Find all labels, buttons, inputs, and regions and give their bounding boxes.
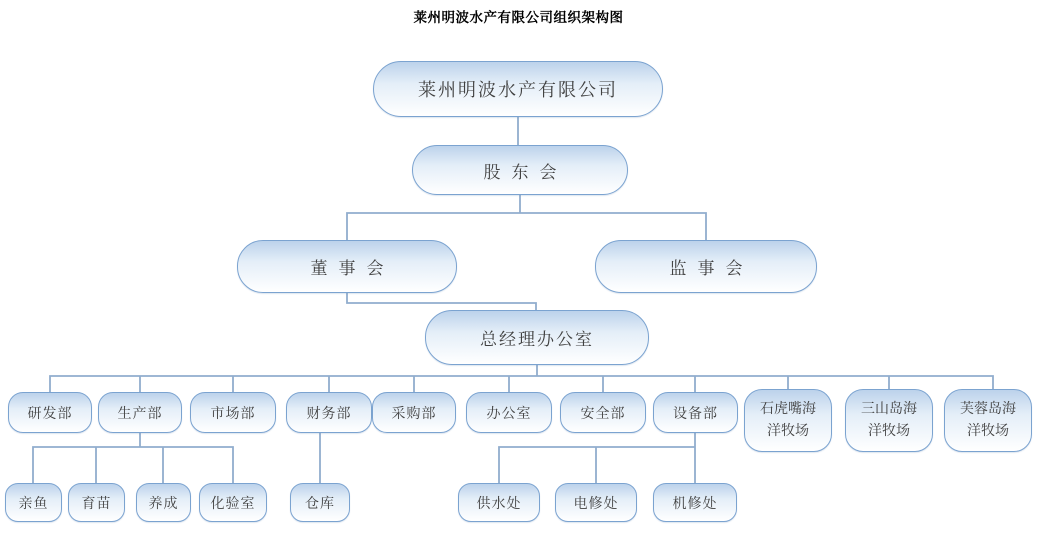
node-broodstock-unit: 亲鱼	[5, 483, 62, 522]
node-machine-repair-unit: 机修处	[653, 483, 737, 522]
node-fry-nursery-unit: 育苗	[68, 483, 125, 522]
node-finance-department: 财务部	[286, 392, 372, 433]
node-equipment-department: 设备部	[653, 392, 738, 433]
node-sanshandao-marine-ranch: 三山岛海洋牧场	[845, 389, 933, 452]
node-marketing-department: 市场部	[190, 392, 276, 433]
node-warehouse-unit: 仓库	[290, 483, 350, 522]
node-board-of-directors: 董事会	[237, 240, 457, 293]
node-laboratory-unit: 化验室	[199, 483, 267, 522]
node-shihuzui-marine-ranch: 石虎嘴海洋牧场	[744, 389, 832, 452]
node-growout-unit: 养成	[136, 483, 191, 522]
node-gm-office: 总经理办公室	[425, 310, 649, 365]
node-production-department: 生产部	[98, 392, 182, 433]
node-furongdao-marine-ranch: 芙蓉岛海洋牧场	[944, 389, 1032, 452]
node-rd-department: 研发部	[8, 392, 92, 433]
node-shareholders-meeting: 股东会	[412, 145, 628, 195]
node-purchasing-department: 采购部	[372, 392, 456, 433]
node-safety-department: 安全部	[560, 392, 646, 433]
node-company: 莱州明波水产有限公司	[373, 61, 663, 117]
node-general-office: 办公室	[466, 392, 552, 433]
node-board-of-supervisors: 监事会	[595, 240, 817, 293]
node-water-supply-unit: 供水处	[458, 483, 540, 522]
node-electrical-repair-unit: 电修处	[555, 483, 637, 522]
chart-title: 莱州明波水产有限公司组织架构图	[413, 10, 624, 25]
